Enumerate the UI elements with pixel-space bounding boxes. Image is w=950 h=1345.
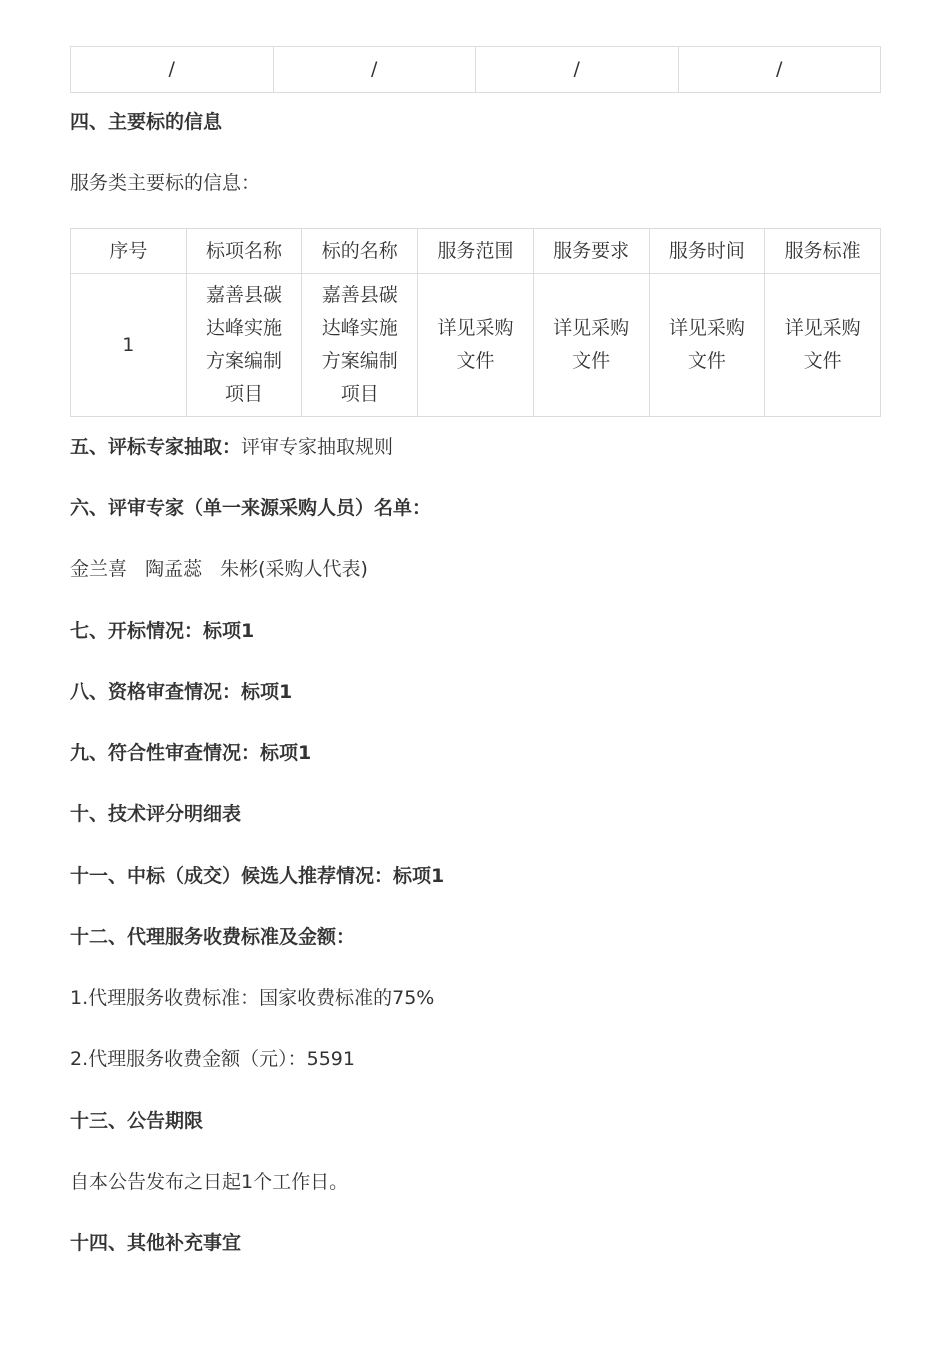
table-cell: 详见采购文件 [418,274,534,417]
table-cell: 嘉善县碳达峰实施方案编制项目 [302,274,418,417]
expert-name: 陶孟蕊 [145,558,203,580]
section-7-heading: 七、开标情况：标项1 [70,620,255,642]
section-8-heading: 八、资格审查情况：标项1 [70,681,293,703]
table-cell: / [71,47,274,93]
table-cell: 1 [71,274,187,417]
expert-rules-text: 评审专家抽取规则 [241,436,394,458]
section-12-heading: 十二、代理服务收费标准及金额： [70,926,356,948]
header-cell: 服务标准 [765,229,881,274]
fee-standard: 1.代理服务收费标准：国家收费标准的75% [70,987,435,1009]
table-row [71,274,881,417]
header-cell: 序号 [71,229,187,274]
table-cell: / [273,47,476,93]
table-cell: / [476,47,679,93]
table-row [71,47,881,93]
section-11-heading: 十一、中标（成交）候选人推荐情况：标项1 [70,865,445,887]
section-14-heading: 十四、其他补充事宜 [70,1232,242,1254]
table-cell: 嘉善县碳达峰实施方案编制项目 [186,274,302,417]
table-header-row [71,229,881,274]
header-cell: 标的名称 [302,229,418,274]
section-5-label: 五、评标专家抽取： [70,436,242,458]
table-cell: 详见采购文件 [533,274,649,417]
header-cell: 服务要求 [533,229,649,274]
header-cell: 标项名称 [186,229,302,274]
section-4-intro: 服务类主要标的信息： [70,172,261,194]
header-cell: 服务范围 [418,229,534,274]
expert-names [70,556,380,582]
section-9-heading: 九、符合性审查情况：标项1 [70,742,312,764]
section-5 [70,434,393,460]
expert-name: 金兰喜 [70,558,128,580]
section-13-heading: 十三、公告期限 [70,1110,204,1132]
announcement-period: 自本公告发布之日起1个工作日。 [70,1171,349,1193]
section-10-heading: 十、技术评分明细表 [70,803,242,825]
fee-amount: 2.代理服务收费金额（元）：5591 [70,1048,355,1070]
section-6-heading: 六、评审专家（单一来源采购人员）名单： [70,497,432,519]
section-4-heading: 四、主要标的信息 [70,111,223,133]
previous-table [70,46,881,93]
table-cell: / [678,47,881,93]
header-cell: 服务时间 [649,229,765,274]
subject-info-table [70,228,881,417]
expert-name: 朱彬(采购人代表) [220,558,368,580]
table-cell: 详见采购文件 [649,274,765,417]
table-cell: 详见采购文件 [765,274,881,417]
